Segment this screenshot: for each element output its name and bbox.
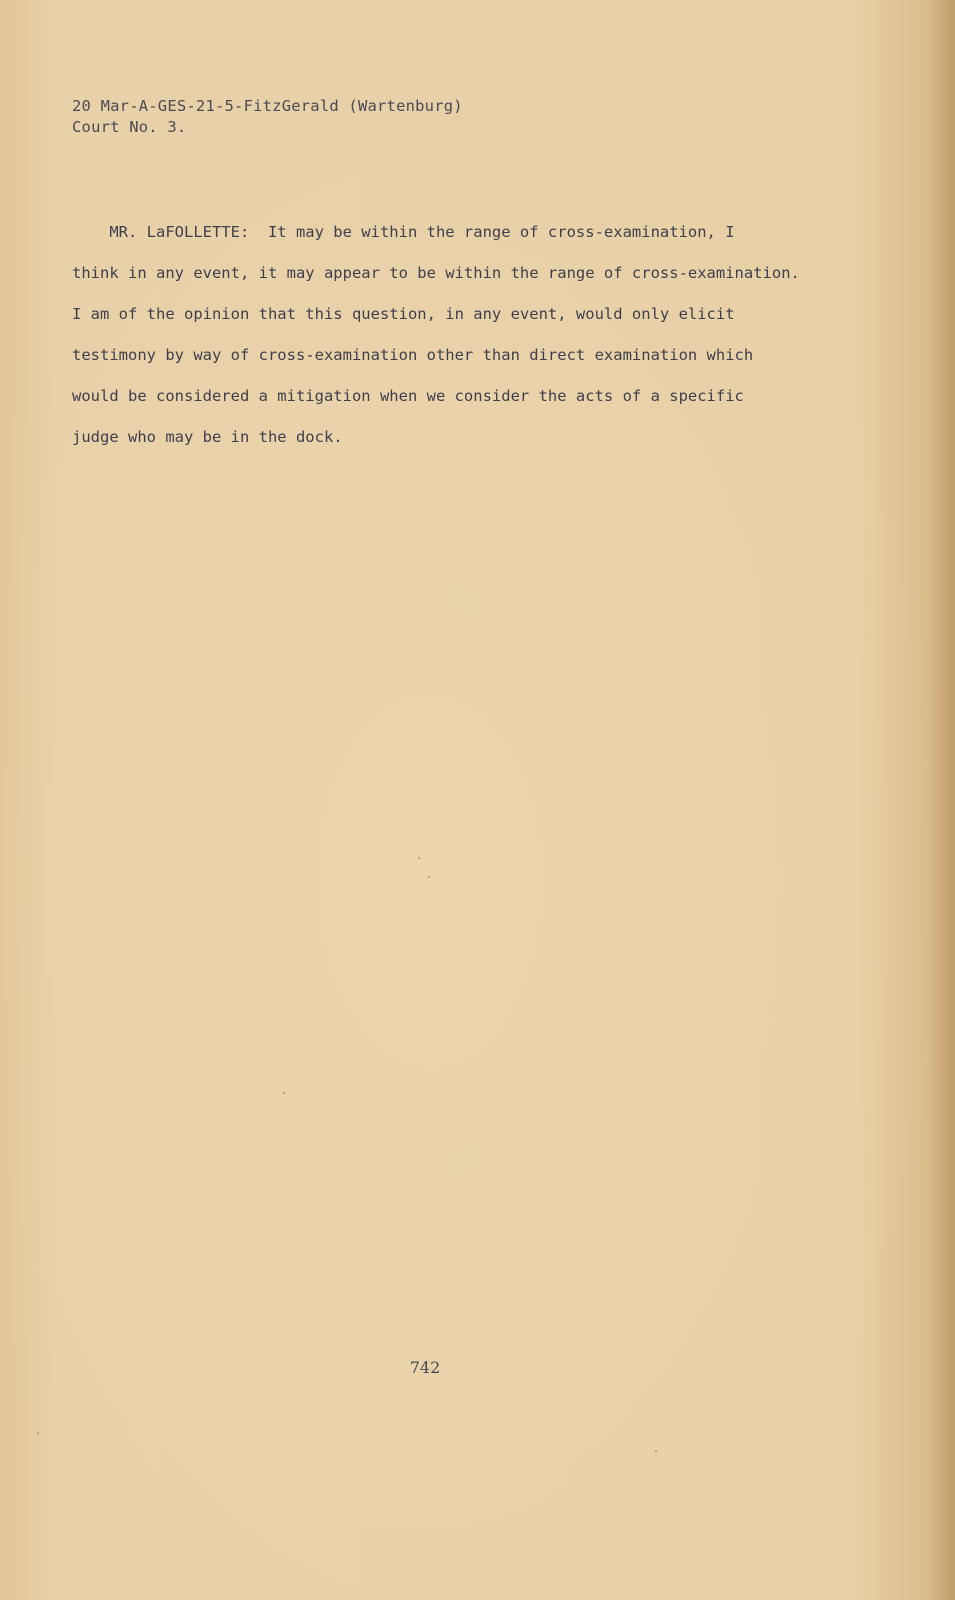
paper-speck xyxy=(37,1432,39,1434)
paper-speck xyxy=(418,857,420,859)
page-edge-shadow xyxy=(925,0,955,1600)
transcript-paragraph xyxy=(72,222,892,468)
document-header xyxy=(72,96,463,138)
page-number: 742 xyxy=(409,1358,441,1377)
paper-speck xyxy=(655,1450,657,1452)
paper-speck xyxy=(428,876,430,878)
header-court-line: Court No. 3. xyxy=(72,118,187,136)
transcript-line: MR. LaFOLLETTE: It may be within the range of cross-examination, I xyxy=(72,223,735,241)
transcript-line: I am of the opinion that this question, in any event, would only elicit xyxy=(72,305,735,323)
transcript-line: testimony by way of cross-examination other than direct examination which xyxy=(72,346,754,364)
transcript-line: think in any event, it may appear to be within the range of cross-examination. xyxy=(72,264,800,282)
transcript-line: judge who may be in the dock. xyxy=(72,428,343,446)
paper-speck xyxy=(283,1092,285,1094)
header-case-line: 20 Mar-A-GES-21-5-FitzGerald (Wartenburg) xyxy=(72,97,463,115)
transcript-line: would be considered a mitigation when we consider the acts of a specific xyxy=(72,387,744,405)
